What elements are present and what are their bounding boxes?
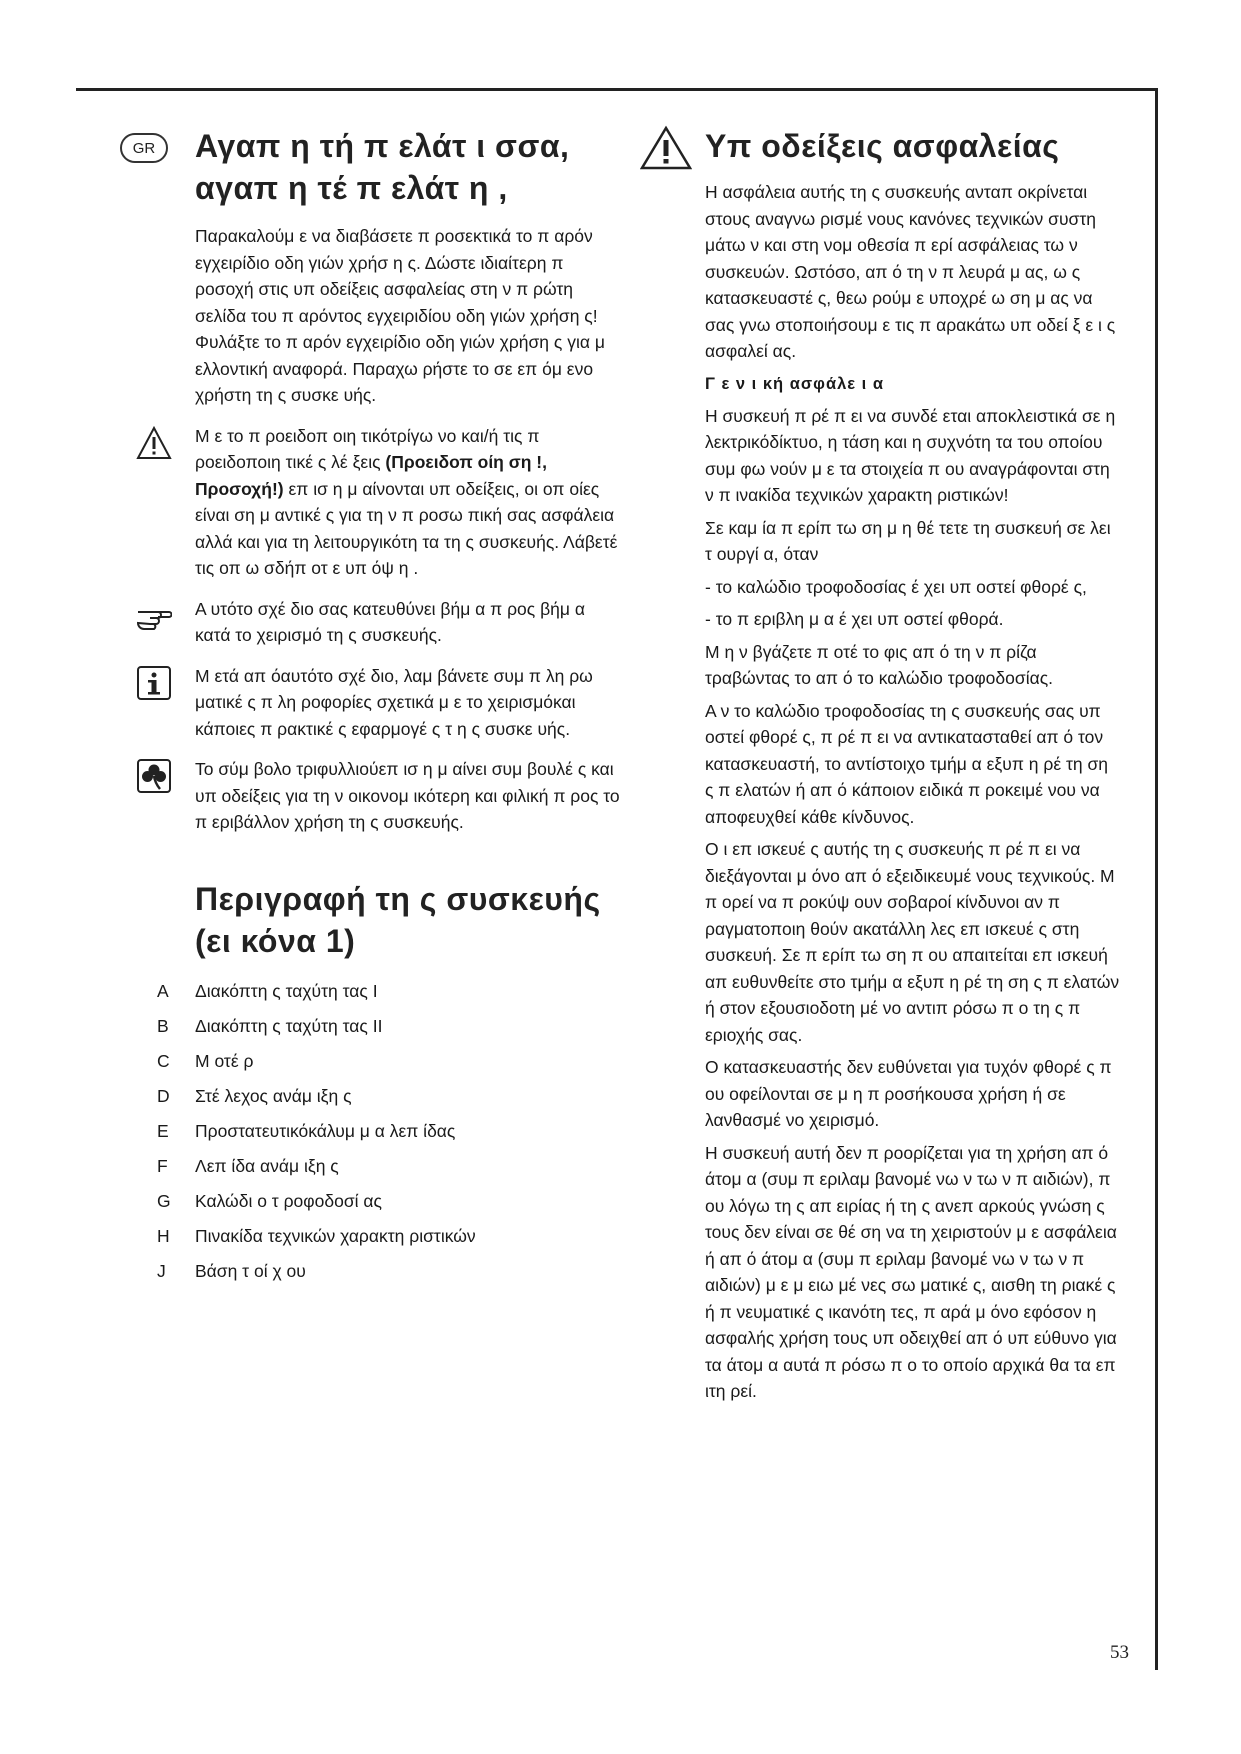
general-safety-subhead: Γ ε ν ι κή ασφάλε ι α bbox=[705, 374, 884, 393]
note-warning-bold: (Προειδοπ οίη ση !, Προσοχή!) bbox=[195, 452, 547, 499]
pointing-hand-icon bbox=[136, 598, 172, 634]
part-letter: D bbox=[157, 1085, 170, 1106]
part-text: Λεπ ίδα ανάμ ιξη ς bbox=[195, 1155, 339, 1176]
warning-triangle-icon bbox=[640, 125, 692, 171]
safety-paragraph-6: Ο ι επ ισκευέ ς αυτής τη ς συσκευής π ρέ π ει να διεξάγονται μ όνο απ ό εξειδικευμέ νους τεχνικούς. Μ π ορεί να π ροκύψ ουν σοβαροί κίνδυνοι αν π ραγματοποιη θούν ακατάλλη λες επ ισκευέ ς στη συσκευή. Σε π ερίπ τω ση π ου απαιτείται επ ισκευή απ ευθυνθείτε στο τμήμ α εξυπ η ρέ τη ση ς π ελατών ή στον εξουσιοδοτη μέ νο αντιπ ρόσω π ο τη ς π εριοχής σας. bbox=[705, 839, 1120, 1045]
note-warning-text-a: Μ ε το π ροειδοπ οιη τικότρίγω νο και/ή τις π ροειδοποιη τικέ ς λέ ξεις bbox=[195, 425, 540, 472]
parts-list-item bbox=[120, 1254, 620, 1289]
intro-paragraph: Παρακαλούμ ε να διαβάσετε π ροσεκτικά το π αρόν εγχειρίδιο οδη γιών χρήσ η ς. Δώστε ιδιαίτερη π ροσοχή στις υπ οδείξεις ασφαλείας στη ν π ρώτη σελίδα του π αρόντος εγχειριδίου οδη γιών χρήση ς! Φυλάξτε το π αρόν εγχειρίδιο οδη γιών χρήση ς για μ ελλοντική αναφορά. Παραχω ρήστε το σε επ όμ ενο χρήστη τη ς συσκε υής. bbox=[195, 226, 605, 405]
welcome-title-line1: Αγαπ η τή π ελάτ ι σσα, bbox=[195, 128, 570, 164]
page-number: 53 bbox=[1110, 1642, 1129, 1663]
part-letter: C bbox=[157, 1050, 170, 1071]
note-clover-text: Το σύμ βολο τριφυλλιούεπ ισ η μ αίνει συμ βουλέ ς και υπ οδείξεις για τη ν οικονομ ικότερη και φιλική π ρος το π εριβάλλον χρήση τη ς συσκευής. bbox=[195, 759, 620, 832]
part-letter: G bbox=[157, 1190, 171, 1211]
part-letter: E bbox=[157, 1120, 169, 1141]
parts-list-item bbox=[120, 1219, 620, 1254]
language-badge: GR bbox=[120, 133, 168, 163]
welcome-section bbox=[120, 125, 620, 209]
part-letter: J bbox=[157, 1260, 166, 1281]
safety-paragraph-4: Μ η ν βγάζετε π οτέ το φις απ ό τη ν π ρίζα τραβώντας το απ ό το καλώδιο τροφοδοσίας. bbox=[705, 641, 1053, 688]
part-letter: B bbox=[157, 1015, 169, 1036]
safety-paragraph-8: Η συσκευή αυτή δεν π ροορίζεται για τη χρήση απ ό άτομ α (συμ π εριλαμ βανομέ νω ν τω ν π αιδιών), π ου λόγω τη ς απ ειρίας ή τη ς ανεπ αρκούς γνώση ς τους δεν είναι σε θέ ση να τη χειριστούν μ ε ασφάλεια ή απ ό άτομ α (συμ π εριλαμ βανομέ νω ν τω ν π αιδιών) μ ε μ ειω μέ νες σω ματικέ ς, αισθη τη ριακέ ς ή π νευματικέ ς ικανότη τες, π αρά μ όνο εφόσον η ασφαλής χρήση τους υπ οδειχθεί απ ό υπ εύθυνο για τα άτομ α αυτά π ρόσω π ο το οποίο αρχικά θα τα επ ιτη ρεί. bbox=[705, 1142, 1117, 1401]
parts-list-item bbox=[120, 1114, 620, 1149]
safety-paragraph-5: Α ν το καλώδιο τροφοδοσίας τη ς συσκευής σας υπ οστεί φθορέ ς, π ρέ π ει να αντικατασταθεί απ ό τον κατασκευαστή, το αντίστοιχο τμήμ α εξυπ η ρέ τη ση ς π ελατών ή απ ό κάποιον ειδικά π ροκειμέ νου να αποφευχθεί κάθε κίνδυνος. bbox=[705, 700, 1109, 827]
part-letter: H bbox=[157, 1225, 170, 1246]
note-info-text: Μ ετά απ όαυτότο σχέ διο, λαμ βάνετε συμ π λη ρω ματικέ ς π λη ροφορίες σχετικά μ ε το χειρισμόκαι κάποιες π ρακτικέ ς εφαρμογέ ς τ η ς συσκε υής. bbox=[195, 665, 593, 739]
part-text: Καλώδι ο τ ροφοδοσί ας bbox=[195, 1190, 382, 1211]
clover-icon bbox=[136, 758, 172, 794]
safety-paragraph-3: Σε καμ ία π ερίπ τω ση μ η θέ τετε τη συσκευή σε λει τ ουργί α, όταν bbox=[705, 517, 1111, 564]
parts-title-line1: Περιγραφή τη ς συσκευής bbox=[195, 880, 601, 917]
parts-title-line2: (ει κόνα 1) bbox=[195, 922, 356, 959]
welcome-title-line2: αγαπ η τέ π ελάτ η , bbox=[195, 170, 508, 206]
left-column bbox=[120, 125, 620, 1289]
part-letter: A bbox=[157, 980, 169, 1001]
safety-heading bbox=[640, 125, 1120, 167]
part-text: Πινακίδα τεχνικών χαρακτη ριστικών bbox=[195, 1225, 476, 1246]
part-text: Βάση τ οί χ ου bbox=[195, 1260, 306, 1281]
parts-list-item bbox=[120, 1149, 620, 1184]
parts-list-item bbox=[120, 1044, 620, 1079]
parts-list-item bbox=[120, 974, 620, 1009]
parts-title bbox=[120, 878, 620, 962]
welcome-title bbox=[120, 125, 620, 209]
parts-list-item bbox=[120, 1184, 620, 1219]
part-text: Προστατευτικόκάλυμ μ α λεπ ίδας bbox=[195, 1120, 456, 1141]
note-warning bbox=[120, 423, 620, 582]
safety-title: Υπ οδείξεις ασφαλείας bbox=[705, 128, 1060, 164]
note-info bbox=[120, 663, 620, 743]
part-text: Διακόπτη ς ταχύτη τας ΙΙ bbox=[195, 1015, 383, 1036]
warning-triangle-icon bbox=[136, 425, 172, 461]
safety-paragraph-2: Η συσκευή π ρέ π ει να συνδέ εται αποκλειστικά σε η λεκτρικόδίκτυο, η τάση και η συχνότη τα του οποίου συμ φω νούν μ ε τα στοιχεία π ου αναγράφονται στη ν π ινακίδα τεχνικών χαρακτη ριστικών! bbox=[705, 405, 1116, 505]
part-text: Μ οτέ ρ bbox=[195, 1050, 254, 1071]
note-warning-text-b: επ ισ η μ αίνονται υπ οδείξεις, οι οπ οίες είναι ση μ αντικέ ς για τη ν π ροσω πική σας ασφάλεια αλλά και για τη λειτουργικότη τα τη ς συσκευής. Λάβετέ τις οπ ω σδήπ οτ ε υπ όψ η . bbox=[195, 478, 618, 578]
note-hand-text: Α υτότο σχέ διο σας κατευθύνει βήμ α π ρος βήμ α κατά το χειρισμό τη ς συσκευής. bbox=[195, 598, 585, 645]
parts-list-item bbox=[120, 1009, 620, 1044]
right-rule bbox=[1155, 88, 1158, 1670]
info-icon bbox=[136, 665, 172, 701]
right-column bbox=[640, 125, 1120, 1405]
note-hand bbox=[120, 596, 620, 649]
top-rule bbox=[76, 88, 1158, 91]
safety-dash-item-2: - το π εριβλη μ α έ χει υπ οστεί φθορά. bbox=[705, 609, 1004, 629]
part-letter: F bbox=[157, 1155, 168, 1176]
safety-paragraph-1: Η ασφάλεια αυτής τη ς συσκευής ανταπ οκρίνεται στους αναγνω ρισμέ νους κανόνες τεχνικών συστη μάτω ν και στη νομ οθεσία π ερί ασφάλειας τω ν συσκευών. Ωστόσο, απ ό τη ν π λευρά μ ας, ω ς κατασκευαστέ ς, θεω ρούμ ε υποχρέ ω ση μ ας να σας γνω στοποιήσουμ ε τις π αρακάτω υπ οδεί ξ ε ι ς ασφαλεί ας. bbox=[705, 182, 1116, 361]
part-text: Στέ λεχος ανάμ ιξη ς bbox=[195, 1085, 352, 1106]
safety-dash-item-1: - το καλώδιο τροφοδοσίας έ χει υπ οστεί φθορέ ς, bbox=[705, 576, 1087, 597]
safety-paragraph-7: Ο κατασκευαστής δεν ευθύνεται για τυχόν φθορέ ς π ου οφείλονται σε μ η π ροσήκουσα χρήση ή σε λανθασμέ νο χειρισμό. bbox=[705, 1057, 1112, 1130]
parts-list bbox=[120, 974, 620, 1289]
parts-list-item bbox=[120, 1079, 620, 1114]
note-clover bbox=[120, 756, 620, 836]
part-text: Διακόπτη ς ταχύτη τας Ι bbox=[195, 980, 378, 1001]
